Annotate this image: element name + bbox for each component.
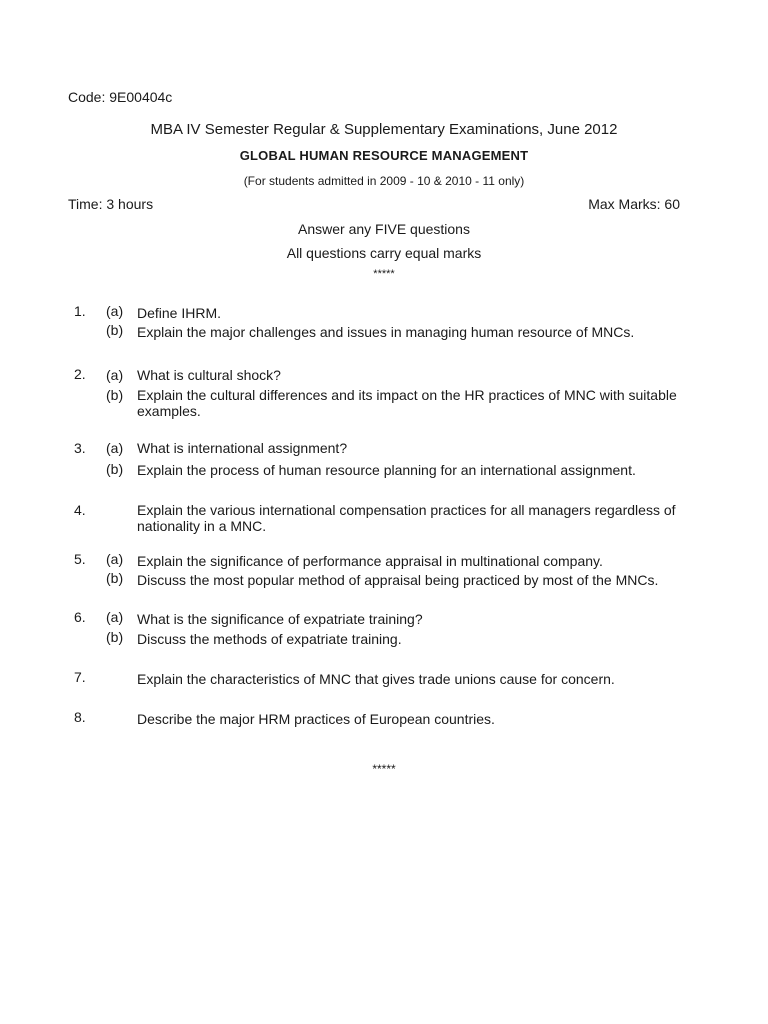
question-text: Discuss the methods of expatriate training. <box>137 631 402 647</box>
question-text: Explain the characteristics of MNC that gives trade unions cause for concern. <box>137 671 615 687</box>
question-part-label: (a) <box>106 303 124 319</box>
question-number: 2. <box>74 366 86 382</box>
question-part-label: (b) <box>106 570 124 586</box>
max-marks: Max Marks: 60 <box>588 196 680 212</box>
question-number: 4. <box>74 502 86 518</box>
subject-title: GLOBAL HUMAN RESOURCE MANAGEMENT <box>239 148 529 163</box>
question-number: 8. <box>74 709 86 725</box>
question-part-label: (a) <box>106 440 124 456</box>
question-part-label: (a) <box>106 609 124 625</box>
question-part-label: (b) <box>106 322 124 338</box>
footer-separator: ***** <box>372 762 396 776</box>
question-part-label: (b) <box>106 387 124 403</box>
question-number: 1. <box>74 303 86 319</box>
question-text: What is the significance of expatriate training? <box>137 611 423 627</box>
question-text: What is international assignment? <box>137 440 348 456</box>
question-text: Define IHRM. <box>137 305 222 321</box>
question-part-label: (a) <box>106 551 124 567</box>
exam-title: MBA IV Semester Regular & Supplementary Examinations, June 2012 <box>150 121 618 138</box>
question-text: Explain the various international compensation practices for all managers regardless of nationality in a MNC. <box>137 502 676 534</box>
question-text: Explain the major challenges and issues in managing human resource of MNCs. <box>137 324 635 340</box>
question-text: Describe the major HRM practices of European countries. <box>137 711 495 727</box>
question-text: Discuss the most popular method of appraisal being practiced by most of the MNCs. <box>137 572 659 588</box>
question-text: Explain the process of human resource planning for an international assignment. <box>137 462 636 478</box>
exam-time: Time: 3 hours <box>68 196 154 212</box>
question-text: Explain the significance of performance appraisal in multinational company. <box>137 553 603 569</box>
question-number: 5. <box>74 551 86 567</box>
paper-code: Code: 9E00404c <box>68 89 173 105</box>
question-number: 6. <box>74 609 86 625</box>
header-separator: ***** <box>373 268 395 280</box>
question-part-label: (b) <box>106 629 124 645</box>
instruction-answer-five: Answer any FIVE questions <box>298 221 470 237</box>
question-number: 7. <box>74 669 86 685</box>
question-part-label: (a) <box>106 367 124 383</box>
question-text: Explain the cultural differences and its impact on the HR practices of MNC with suitable examples. <box>137 387 677 419</box>
admitted-note: (For students admitted in 2009 - 10 & 2010 - 11 only) <box>243 174 525 188</box>
instruction-equal-marks: All questions carry equal marks <box>286 245 482 261</box>
question-text: What is cultural shock? <box>137 367 281 383</box>
question-number: 3. <box>74 440 86 456</box>
question-part-label: (b) <box>106 461 124 477</box>
